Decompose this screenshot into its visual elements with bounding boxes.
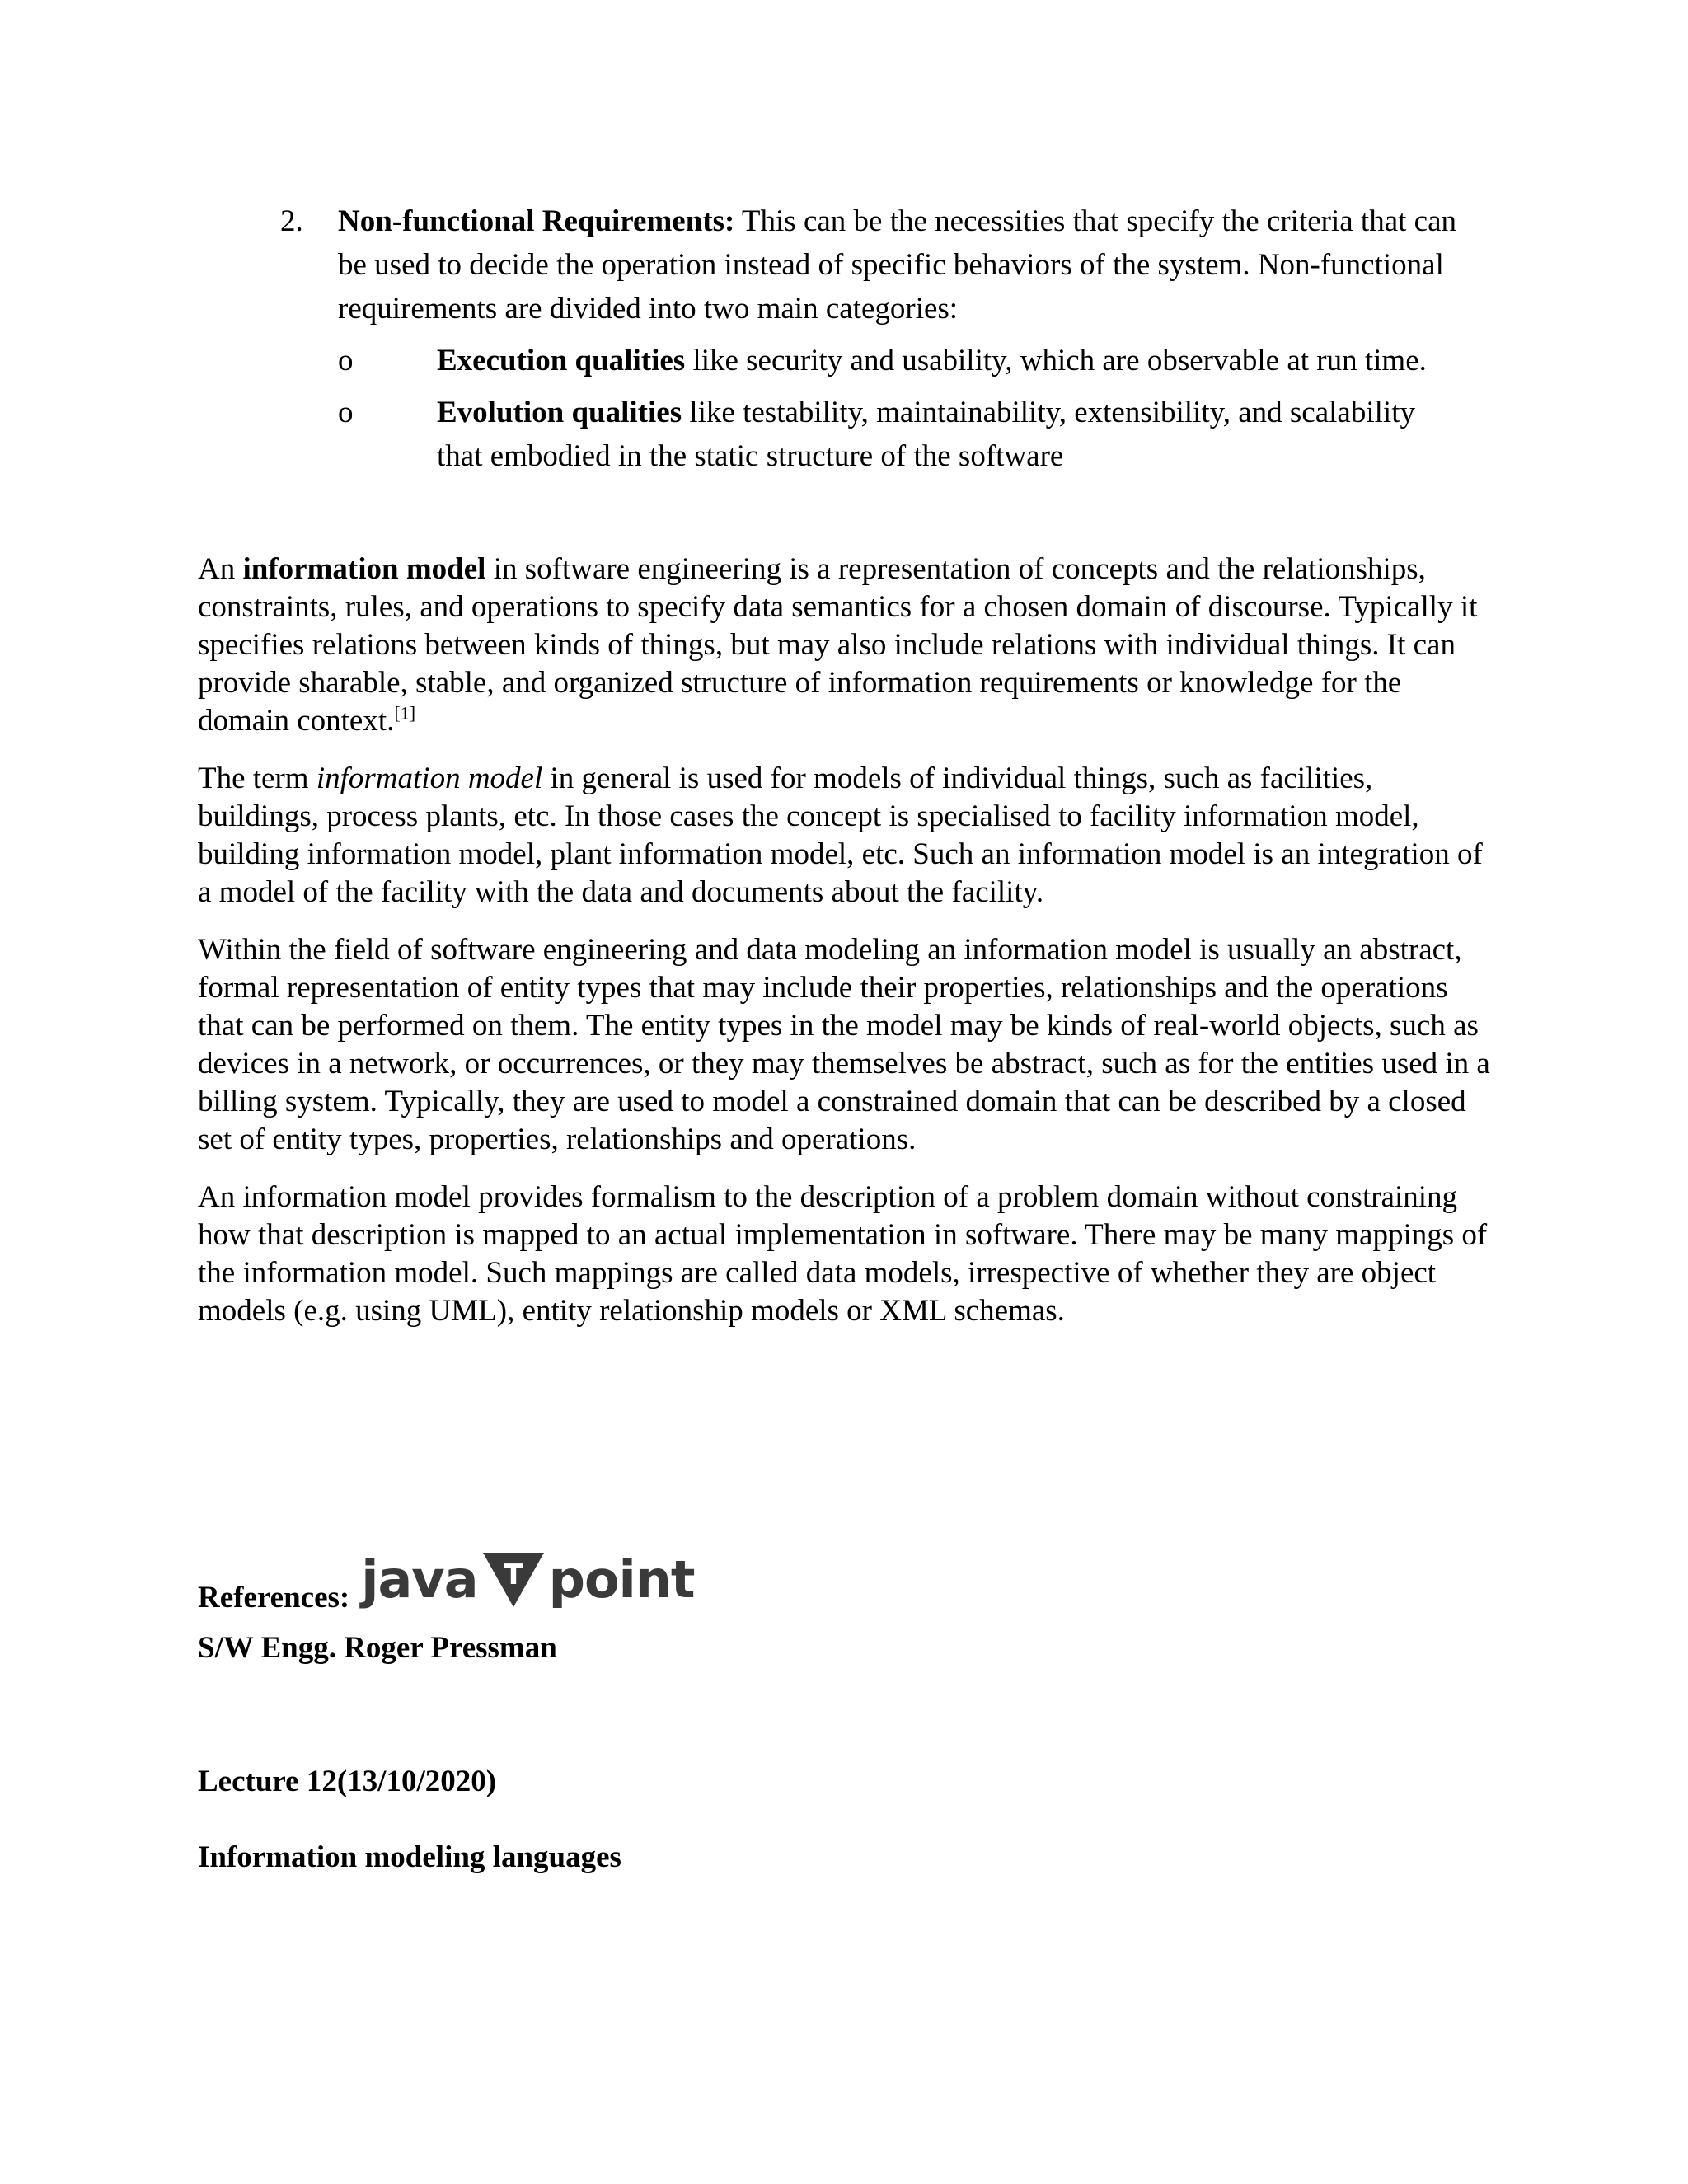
topic-heading: Information modeling languages [198, 1840, 621, 1874]
list-heading: Non-functional Requirements: [338, 204, 735, 238]
paragraph: Within the field of software engineering and data modeling an information model is usually an abstract, formal representation of entity types that may include their properties, relationships and the operations that can be performed on them. The entity types in the model may be kinds of real-world objects, such as devices in a network, or occurrences, or they may themselves be abstract, such as for the entities used in a billing system. Typically, they are used to model a constrained domain that can be described by a closed set of entity types, properties, relationships and operations. [198, 933, 1490, 1156]
paragraph [198, 551, 1500, 740]
requirements-list-item [280, 199, 1467, 478]
bullet-text: like testability, maintainability, extensibility, and scalability that embodied in the static structure of the software [437, 396, 1415, 473]
term-bold: information model [242, 552, 486, 586]
bullet-heading: Execution qualities [437, 344, 686, 377]
bullet-heading: Evolution qualities [437, 396, 682, 429]
paragraph-text: in general is used for models of individual things, such as facilities, buildings, process plants, etc. In those cases the concept is specialised to facility information model, building information model, plant information model, etc. Such an information model is an integration of a model of the facility with the data and documents about the facility. [198, 762, 1483, 909]
citation-link[interactable]: [1] [394, 702, 416, 724]
reference-author: S/W Engg. Roger Pressman [198, 1631, 557, 1665]
bullet-marker: o [338, 396, 354, 429]
paragraph-lead: An [198, 552, 243, 586]
bullet-text: like security and usability, which are observable at run time. [685, 344, 1427, 377]
javatpoint-logo [361, 1551, 694, 1609]
paragraph-text: in software engineering is a representation of concepts and the relationships, constraints, rules, and operations to specify data semantics for a chosen domain of discourse. Typically it specifies relations between kinds of things, but may also include relations with individual things. It can provide sharable, stable, and organized structure of information requirements or knowledge for the domain context. [198, 552, 1478, 738]
list-text: This can be the necessities that specify the criteria that can be used to decide the operation instead of specific behaviors of the system. Non-functional requirements are divided into two main categories: [338, 204, 1457, 326]
logo-mark-letter: T [503, 1558, 523, 1591]
references-label: References: [198, 1581, 350, 1615]
logo-mark-icon [481, 1551, 546, 1609]
logo-word-right: point [548, 1549, 695, 1610]
paragraph [198, 760, 1500, 912]
body-text [198, 551, 1500, 1350]
logo-word-left: java [361, 1549, 478, 1610]
bullet-marker: o [338, 344, 354, 377]
list-number: 2. [280, 204, 303, 238]
bullet-item [338, 391, 1467, 478]
list-item-body [338, 199, 1467, 330]
bullet-item [338, 339, 1467, 382]
lecture-heading: Lecture 12(13/10/2020) [198, 1765, 497, 1798]
references-line [198, 1533, 695, 1615]
paragraph-lead: The term [198, 762, 316, 795]
paragraph: An information model provides formalism to the description of a problem domain without constraining how that description is mapped to an actual implementation in software. There may be many mappings of the information model. Such mappings are called data models, irrespective of whether they are object models (e.g. using UML), entity relationship models or XML schemas. [198, 1180, 1488, 1328]
term-italic: information model [316, 762, 543, 795]
references-section [198, 1533, 695, 1666]
